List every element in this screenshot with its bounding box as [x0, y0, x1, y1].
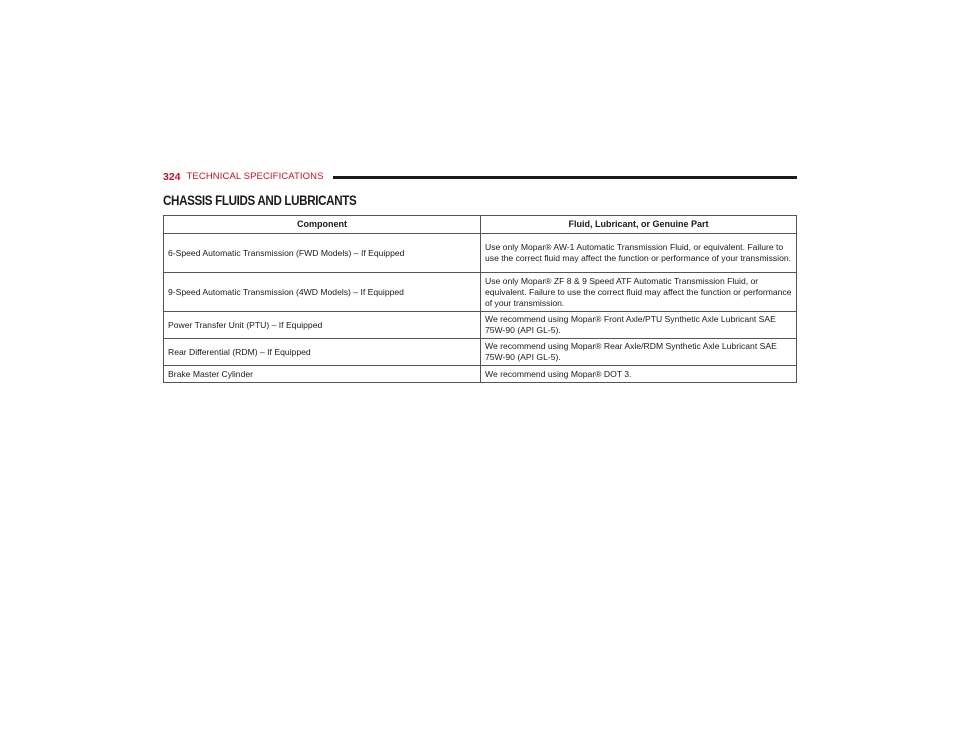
table-row — [164, 339, 797, 366]
fluid-cell: We recommend using Mopar® DOT 3. — [481, 366, 797, 383]
table-row — [164, 312, 797, 339]
table-row — [164, 273, 797, 312]
fluid-cell: We recommend using Mopar® Rear Axle/RDM Synthetic Axle Lubricant SAE 75W-90 (API GL-5). — [481, 339, 797, 366]
header-rule — [333, 176, 797, 179]
component-cell: Brake Master Cylinder — [164, 366, 481, 383]
component-cell: 6-Speed Automatic Transmission (FWD Models) – If Equipped — [164, 234, 481, 273]
component-cell: 9-Speed Automatic Transmission (4WD Models) – If Equipped — [164, 273, 481, 312]
component-cell: Power Transfer Unit (PTU) – If Equipped — [164, 312, 481, 339]
fluid-cell: We recommend using Mopar® Front Axle/PTU Synthetic Axle Lubricant SAE 75W-90 (API GL-5). — [481, 312, 797, 339]
fluid-cell: Use only Mopar® ZF 8 & 9 Speed ATF Automatic Transmission Fluid, or equivalent. Failure to use the correct fluid may affect the function or performance of your transmission. — [481, 273, 797, 312]
page-header — [163, 170, 797, 184]
table-row — [164, 366, 797, 383]
column-header-fluid: Fluid, Lubricant, or Genuine Part — [481, 216, 797, 234]
section-title: TECHNICAL SPECIFICATIONS — [186, 171, 324, 182]
page-title: CHASSIS FLUIDS AND LUBRICANTS — [163, 193, 357, 208]
column-header-component: Component — [164, 216, 481, 234]
fluid-cell: Use only Mopar® AW-1 Automatic Transmission Fluid, or equivalent. Failure to use the correct fluid may affect the function or performance of your transmission. — [481, 234, 797, 273]
table-row — [164, 234, 797, 273]
page-number: 324 — [163, 171, 181, 183]
chassis-fluids-table — [163, 215, 797, 383]
component-cell: Rear Differential (RDM) – If Equipped — [164, 339, 481, 366]
table-header-row — [164, 216, 797, 234]
